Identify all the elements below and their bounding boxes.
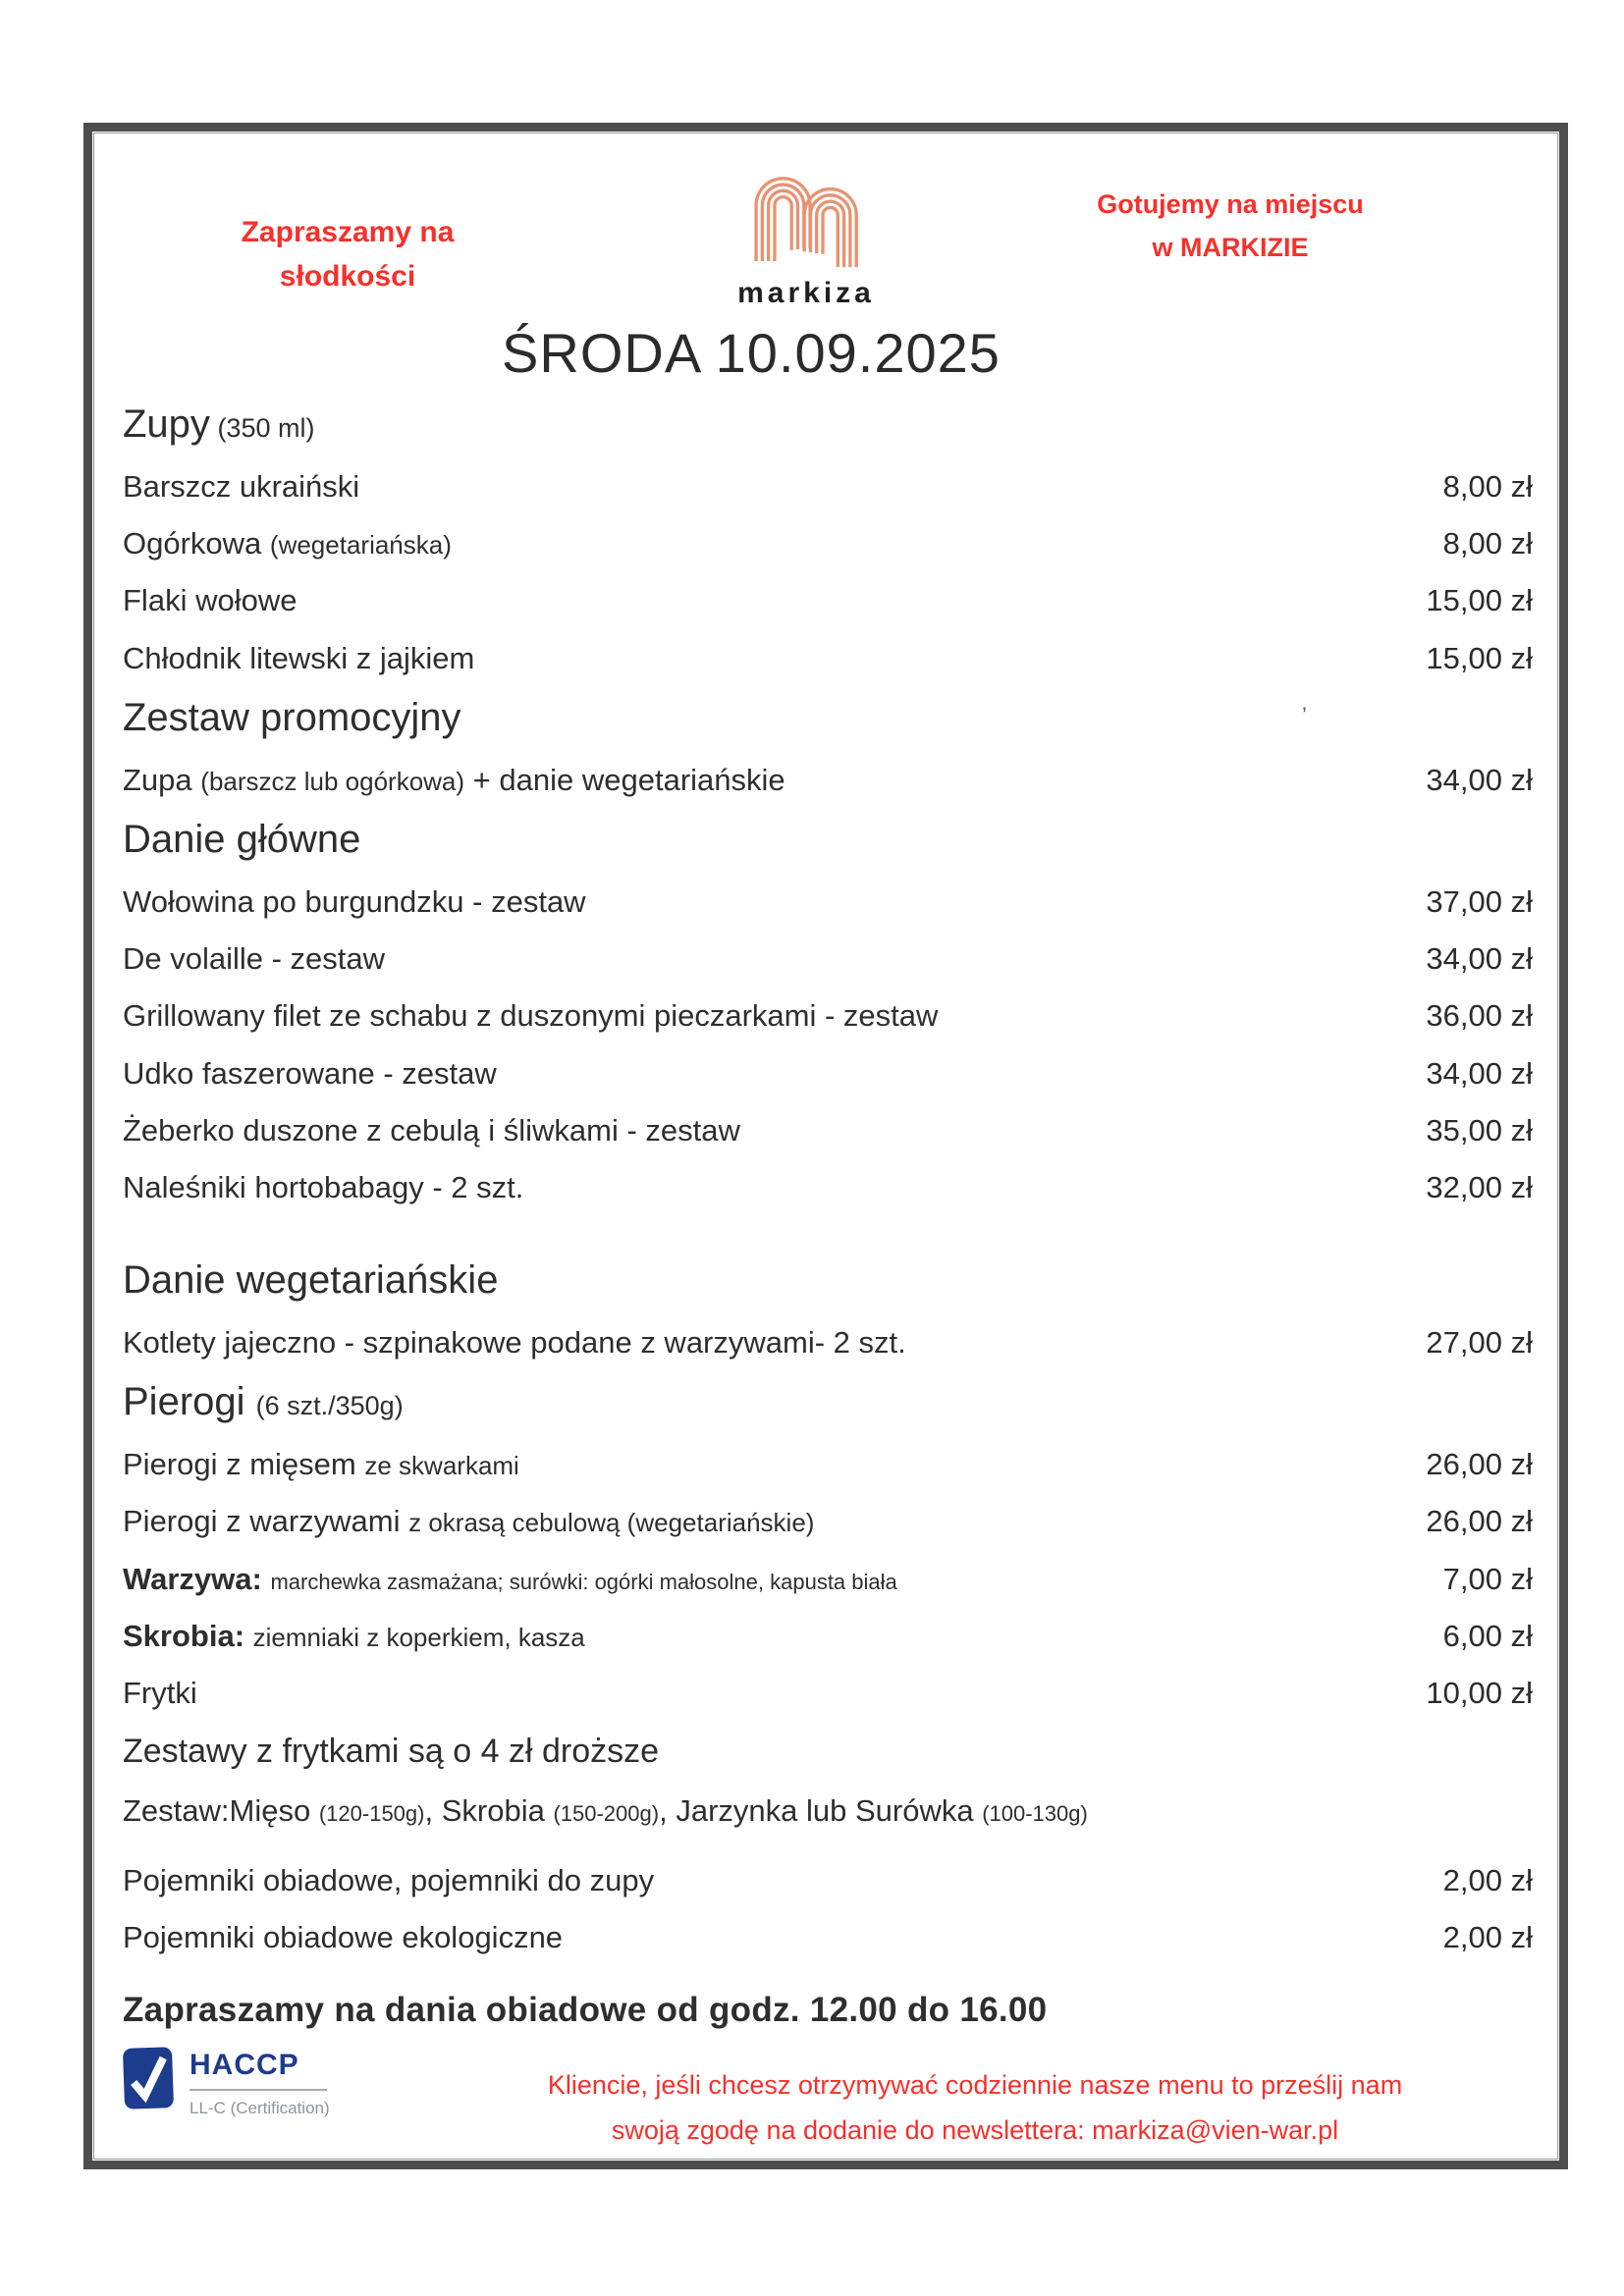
dish-name-segment: Frytki bbox=[123, 1676, 197, 1710]
dish-name-segment: (350 ml) bbox=[209, 413, 315, 443]
menu-row bbox=[123, 940, 1533, 977]
menu-section-header bbox=[123, 1256, 1533, 1304]
dish-price: 26,00 zł bbox=[1426, 1447, 1533, 1482]
dish-name bbox=[123, 883, 586, 920]
dish-name-segment: + danie wegetariańskie bbox=[464, 762, 785, 797]
dish-name-segment: Chłodnik litewski z jajkiem bbox=[123, 640, 475, 675]
haccp-label: HACCP bbox=[189, 2048, 299, 2081]
dish-price: 6,00 zł bbox=[1442, 1618, 1533, 1653]
promo-right-note bbox=[1024, 183, 1436, 269]
dish-name-segment: Skrobia bbox=[441, 1792, 554, 1828]
haccp-text-block bbox=[189, 2049, 330, 2118]
dish-name-segment: Wołowina po burgundzku - zestaw bbox=[123, 883, 586, 919]
dish-name-segment: Warzywa: bbox=[123, 1561, 271, 1596]
dish-price: 36,00 zł bbox=[1426, 998, 1533, 1034]
dish-name bbox=[123, 400, 314, 448]
dish-name bbox=[123, 1256, 498, 1304]
menu-row bbox=[123, 1055, 1533, 1092]
dish-name bbox=[123, 1561, 897, 1597]
brand-logo bbox=[737, 167, 875, 310]
dish-name-segment: , bbox=[424, 1792, 442, 1828]
dish-name bbox=[123, 582, 297, 618]
dish-name bbox=[123, 694, 461, 741]
dish-price: 34,00 zł bbox=[1426, 941, 1533, 977]
dish-name-segment: Jarzynka lub Surówka bbox=[676, 1792, 983, 1828]
dish-name bbox=[123, 816, 360, 863]
dish-name-segment: Zupa bbox=[123, 762, 201, 797]
dish-name-segment: Skrobia: bbox=[123, 1618, 253, 1653]
dish-name-segment: Udko faszerowane - zestaw bbox=[123, 1055, 497, 1091]
dish-name bbox=[123, 1919, 563, 1955]
dish-name bbox=[123, 525, 452, 561]
dish-name-segment: Danie główne bbox=[123, 817, 361, 861]
dish-name-segment: Naleśniki hortobabagy - 2 szt. bbox=[123, 1169, 524, 1204]
menu-row bbox=[123, 1732, 1533, 1772]
dish-name-segment: Pojemniki obiadowe, pojemniki do zupy bbox=[123, 1863, 655, 1898]
menu-row bbox=[123, 1675, 1533, 1711]
menu-row bbox=[123, 997, 1533, 1034]
menu-row bbox=[123, 1561, 1533, 1597]
dish-name bbox=[123, 468, 359, 505]
dish-name bbox=[123, 997, 938, 1034]
menu-row bbox=[123, 582, 1533, 618]
dish-name-segment: Zapraszamy na dania obiadowe od godz. 12.00 do 16.00 bbox=[123, 1990, 1048, 2029]
dish-name-segment: Zestawy z frytkami są o 4 zł droższe bbox=[123, 1733, 660, 1771]
newsletter-line2: swoją zgodę na dodanie do newslettera: markiza@vien-war.pl bbox=[611, 2114, 1339, 2145]
dish-name-segment: Flaki wołowe bbox=[123, 583, 298, 618]
menu-row bbox=[123, 1324, 1533, 1361]
page-footer bbox=[92, 2047, 1559, 2153]
dish-price: 15,00 zł bbox=[1426, 583, 1533, 618]
promo-left-note bbox=[132, 210, 564, 298]
page-title-date: ŚRODA 10.09.2025 bbox=[502, 322, 1001, 384]
dish-price: 10,00 zł bbox=[1426, 1676, 1533, 1710]
dish-name bbox=[123, 1503, 814, 1539]
dish-name bbox=[123, 1378, 404, 1425]
promo-left-line1: Zapraszamy na bbox=[241, 216, 455, 248]
dish-name-segment: Barszcz ukraiński bbox=[123, 469, 360, 504]
dish-price: 2,00 zł bbox=[1442, 1863, 1533, 1898]
dish-name bbox=[123, 1446, 519, 1482]
haccp-badge bbox=[123, 2047, 417, 2118]
dish-price: 27,00 zł bbox=[1426, 1325, 1533, 1361]
promo-right-line2: w MARKIZIE bbox=[1152, 233, 1309, 262]
dish-name-segment: (100-130g) bbox=[982, 1800, 1088, 1826]
dish-name-segment: Kotlety jajeczno - szpinakowe podane z warzywami- 2 szt. bbox=[123, 1325, 906, 1361]
dish-name-segment: Żeberko duszone z cebulą i śliwkami - zestaw bbox=[123, 1112, 740, 1148]
dish-name-segment: Zupy bbox=[123, 402, 210, 446]
menu-row bbox=[123, 1618, 1533, 1654]
dish-name-segment: , bbox=[659, 1792, 677, 1828]
menu-section-header bbox=[123, 694, 1533, 741]
dish-name bbox=[123, 1055, 497, 1092]
dish-name-segment: Zestaw:Mięso bbox=[123, 1792, 319, 1828]
menu-section-header bbox=[123, 1378, 1533, 1425]
dish-price: 7,00 zł bbox=[1442, 1561, 1533, 1596]
menu-row bbox=[123, 1503, 1533, 1539]
brand-wordmark: markiza bbox=[737, 277, 875, 309]
dish-price: 8,00 zł bbox=[1442, 469, 1533, 504]
menu-row bbox=[123, 1862, 1533, 1898]
dish-price: 2,00 zł bbox=[1442, 1920, 1533, 1955]
dish-name-segment: Pierogi bbox=[123, 1380, 256, 1424]
dish-name bbox=[123, 940, 385, 977]
haccp-check-icon bbox=[123, 2047, 174, 2109]
menu-row bbox=[123, 1112, 1533, 1148]
promo-left-line2: słodkości bbox=[279, 260, 416, 293]
haccp-divider bbox=[189, 2089, 327, 2091]
dish-name-segment: (150-200g) bbox=[553, 1800, 660, 1826]
menu-row bbox=[123, 1446, 1533, 1482]
dish-price: 8,00 zł bbox=[1442, 526, 1533, 561]
dish-name bbox=[123, 1675, 197, 1711]
haccp-certification-label: LL-C (Certification) bbox=[189, 2098, 330, 2117]
dish-name-segment: (wegetariańska) bbox=[269, 530, 452, 561]
newsletter-line1: Kliencie, jeśli chcesz otrzymywać codziennie nasze menu to prześlij nam bbox=[547, 2069, 1403, 2100]
dish-name bbox=[123, 1732, 659, 1772]
dish-name bbox=[123, 762, 785, 798]
dish-name bbox=[123, 1990, 1047, 2031]
menu-row bbox=[123, 1169, 1533, 1205]
dish-price: 34,00 zł bbox=[1426, 762, 1533, 797]
dish-name bbox=[123, 1324, 906, 1361]
menu-rows bbox=[92, 400, 1559, 2031]
dish-name-segment: Ogórkowa bbox=[123, 526, 270, 561]
dish-price: 35,00 zł bbox=[1426, 1112, 1533, 1148]
newsletter-note bbox=[417, 2062, 1533, 2153]
dish-name-segment: De volaille - zestaw bbox=[123, 941, 386, 977]
menu-row bbox=[123, 640, 1533, 676]
dish-price: 15,00 zł bbox=[1426, 640, 1533, 675]
dish-name-segment: (barszcz lub ogórkowa) bbox=[200, 766, 465, 796]
menu-row bbox=[123, 1792, 1533, 1829]
dish-name-segment: ziemniaki z koperkiem, kasza bbox=[252, 1622, 585, 1652]
promo-right-line1: Gotujemy na miejscu bbox=[1097, 189, 1364, 219]
dish-name bbox=[123, 1862, 654, 1898]
dish-name-segment: Pierogi z mięsem bbox=[123, 1447, 365, 1482]
dish-name-segment: z okrasą cebulową (wegetariańskie) bbox=[408, 1508, 815, 1538]
dish-name-segment: Pierogi z warzywami bbox=[123, 1504, 409, 1539]
dish-name-segment: Pojemniki obiadowe ekologiczne bbox=[123, 1920, 564, 1955]
dish-name-segment: Grillowany filet ze schabu z duszonymi pieczarkami - zestaw bbox=[123, 998, 939, 1034]
menu-page-frame bbox=[83, 123, 1568, 2169]
dish-name-segment: marchewka zasmażana; surówki: ogórki małosolne, kapusta biała bbox=[270, 1569, 897, 1594]
dish-name bbox=[123, 1112, 740, 1148]
dish-name bbox=[123, 1618, 585, 1654]
menu-row bbox=[123, 525, 1533, 561]
dish-price: 32,00 zł bbox=[1426, 1169, 1533, 1204]
dish-name-segment: Zestaw promocyjny bbox=[123, 695, 461, 739]
stray-mark: ’ bbox=[1302, 703, 1307, 727]
dish-price: 26,00 zł bbox=[1426, 1504, 1533, 1539]
menu-row bbox=[123, 1990, 1533, 2031]
dish-price: 37,00 zł bbox=[1426, 883, 1533, 919]
dish-price: 34,00 zł bbox=[1426, 1055, 1533, 1091]
dish-name bbox=[123, 640, 474, 676]
menu-row bbox=[123, 468, 1533, 505]
markiza-m-icon bbox=[739, 167, 873, 271]
menu-row bbox=[123, 1919, 1533, 1955]
dish-name bbox=[123, 1792, 1088, 1829]
menu-row bbox=[123, 883, 1533, 920]
page-header bbox=[92, 132, 1559, 324]
dish-name-segment: Danie wegetariańskie bbox=[123, 1258, 499, 1303]
dish-name-segment: (6 szt./350g) bbox=[255, 1391, 404, 1421]
menu-section-header bbox=[123, 816, 1533, 863]
dish-name-segment: ze skwarkami bbox=[364, 1451, 519, 1481]
dish-name bbox=[123, 1169, 523, 1205]
menu-row bbox=[123, 762, 1533, 798]
dish-name-segment: (120-150g) bbox=[318, 1800, 425, 1826]
menu-section-header bbox=[123, 400, 1533, 448]
